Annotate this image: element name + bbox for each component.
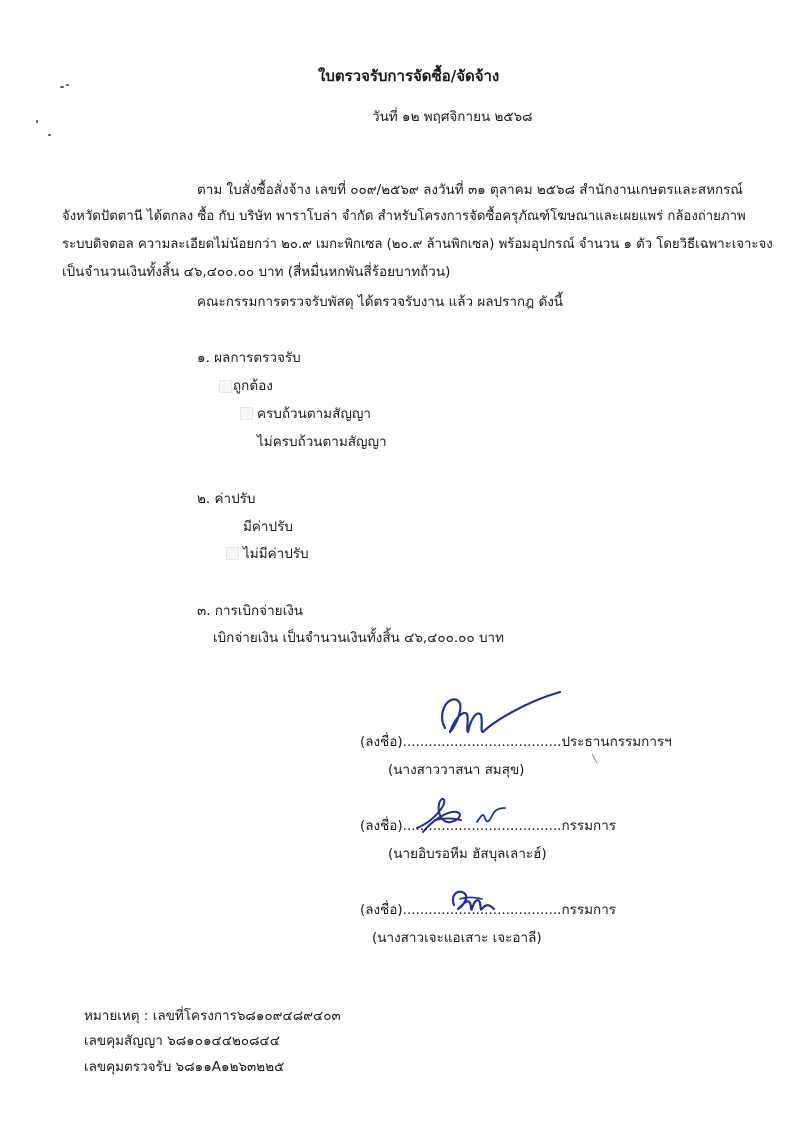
scan-speck	[60, 86, 64, 88]
paragraph-line-1: ตาม ใบสั่งซื้อสั่งจ้าง เลขที่ ๐๐๙/๒๕๖๙ ลงวันที่ ๓๑ ตุลาคม ๒๕๖๘ สำนักงานเกษตรและสหกรณ์	[197, 182, 743, 198]
note-contract-number: เลขคุมสัญญา ๖๘๑๐๑๔๔๒๐๘๔๔	[84, 1033, 280, 1049]
signature-line-chairman: (ลงชื่อ).....................................ประธานกรรมการฯ	[360, 734, 672, 750]
scan-speck	[36, 120, 38, 123]
section-2-heading: ๒. ค่าปรับ	[197, 491, 256, 507]
note-project-number: หมายเหตุ : เลขที่โครงการ๖๘๑๐๙๔๘๙๔๐๓	[84, 1008, 341, 1024]
option-correct-label: ถูกต้อง	[233, 378, 273, 394]
paragraph-line-4: เป็นจำนวนเงินทั้งสิ้น ๔๖,๔๐๐.๐๐ บาท (สี่หมื่นหกพันสี่ร้อยบาทถ้วน)	[62, 264, 451, 280]
signer-name-committee-2: (นางสาวเจะแอเสาะ เจะอาลี)	[372, 930, 542, 946]
option-no-fine-label: ไม่มีค่าปรับ	[243, 546, 309, 562]
paragraph-line-3: ระบบดิจตอล ความละเอียดไม่น้อยกว่า ๒๐.๙ เมกะพิกเซล (๒๐.๙ ล้านพิกเซล) พร้อมอุปกรณ์ จำนวน ๑ ตัว โดยวิธีเฉพาะเจาะจง	[62, 237, 773, 252]
document-title: ใบตรวจรับการจัดซื้อ/จัดจ้าง	[318, 67, 500, 85]
committee-statement: คณะกรรมการตรวจรับพัสดุ ได้ตรวจรับงาน แล้ว ผลปรากฎ ดังนี้	[197, 294, 564, 310]
signature-line-committee-1: (ลงชื่อ).....................................กรรมการ	[360, 818, 617, 834]
section-3-heading: ๓. การเบิกจ่ายเงิน	[197, 603, 304, 619]
option-complete-label: ครบถ้วนตามสัญญา	[257, 406, 371, 422]
checkbox-correct[interactable]	[219, 380, 232, 393]
scan-speck	[66, 84, 69, 86]
document-date: วันที่ ๑๒ พฤศจิกายน ๒๕๖๘	[372, 109, 533, 125]
paragraph-line-2: จังหวัดปัตตานี ได้ตกลง ซื้อ กับ บริษัท พาราโบล่า จำกัด สำหรับโครงการจัดซื้อครุภัณฑ์โฆษณาและเผยแพร่ กล้องถ่ายภาพ	[62, 209, 746, 224]
option-incomplete-label: ไม่ครบถ้วนตามสัญญา	[257, 434, 387, 450]
disbursement-detail: เบิกจ่ายเงิน เป็นจำนวนเงินทั้งสิ้น ๔๖,๔๐๐.๐๐ บาท	[213, 630, 504, 646]
pen-mark	[590, 752, 600, 766]
checkbox-complete[interactable]	[240, 407, 253, 420]
option-has-fine-label: มีค่าปรับ	[243, 519, 293, 535]
checkbox-no-fine[interactable]	[226, 547, 239, 560]
signer-name-chairman: (นางสาววาสนา สมสุข)	[388, 762, 525, 778]
signer-name-committee-1: (นายอิบรอหีม ฮัสบุลเลาะฮ์)	[388, 846, 547, 862]
scan-speck	[48, 134, 51, 136]
note-inspection-number: เลขคุมตรวจรับ ๖๘๑๑A๑๒๖๓๒๒๕	[84, 1059, 285, 1075]
section-1-heading: ๑. ผลการตรวจรับ	[197, 350, 301, 366]
signature-line-committee-2: (ลงชื่อ).....................................กรรมการ	[360, 902, 617, 918]
